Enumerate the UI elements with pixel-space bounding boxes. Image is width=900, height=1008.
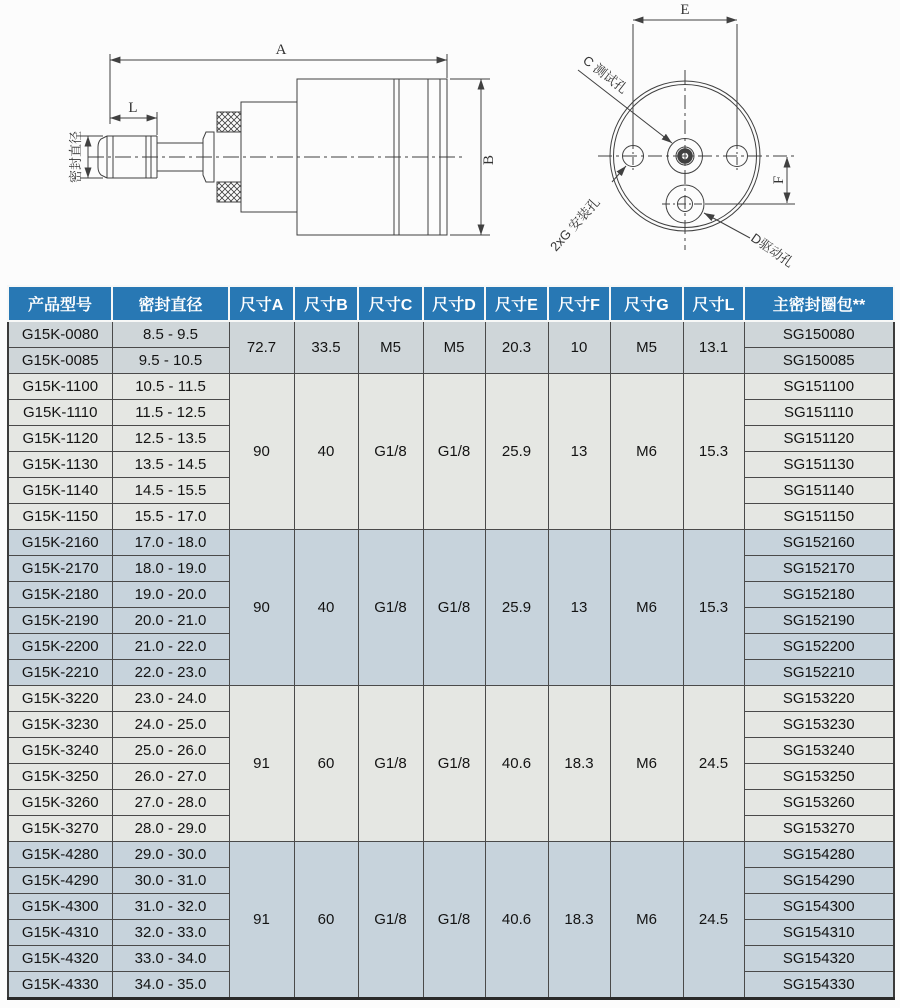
seal-pack-cell: SG154290 [744, 868, 894, 894]
dim-e-label: E [680, 2, 690, 18]
seal-pack-cell: SG153250 [744, 764, 894, 790]
dim-E-cell: 25.9 [485, 374, 548, 530]
table-row [8, 842, 894, 868]
dim-A-cell: 90 [229, 374, 294, 530]
dim-B-cell: 33.5 [294, 321, 358, 374]
seal-diameter-cell: 27.0 - 28.0 [112, 790, 229, 816]
table-row [8, 530, 894, 556]
model-cell: G15K-4280 [8, 842, 112, 868]
model-cell: G15K-2210 [8, 660, 112, 686]
knurl-top [217, 112, 241, 132]
seal-pack-cell: SG153240 [744, 738, 894, 764]
seal-diameter-cell: 17.0 - 18.0 [112, 530, 229, 556]
seal-diameter-cell: 20.0 - 21.0 [112, 608, 229, 634]
dim-a-label: A [275, 42, 287, 58]
model-cell: G15K-2200 [8, 634, 112, 660]
dim-F-cell: 18.3 [548, 842, 610, 999]
seal-diameter-cell: 9.5 - 10.5 [112, 348, 229, 374]
seal-pack-cell: SG151100 [744, 374, 894, 400]
dim-A-cell: 90 [229, 530, 294, 686]
model-cell: G15K-4320 [8, 946, 112, 972]
side-view-drawing [80, 54, 490, 235]
col-header-8: 尺寸G [610, 286, 683, 321]
seal-diameter-cell: 31.0 - 32.0 [112, 894, 229, 920]
table-row [8, 374, 894, 400]
seal-diameter-cell: 15.5 - 17.0 [112, 504, 229, 530]
model-cell: G15K-3230 [8, 712, 112, 738]
model-cell: G15K-1120 [8, 426, 112, 452]
dim-L-cell: 13.1 [683, 321, 744, 374]
test-hole-label: C 测试孔 [580, 52, 631, 97]
dim-f-label: F [771, 175, 787, 185]
col-header-7: 尺寸F [548, 286, 610, 321]
seal-diameter-cell: 32.0 - 33.0 [112, 920, 229, 946]
spec-table-header [8, 286, 894, 321]
seal-pack-cell: SG154310 [744, 920, 894, 946]
model-cell: G15K-4310 [8, 920, 112, 946]
seal-diameter-cell: 29.0 - 30.0 [112, 842, 229, 868]
dim-A-cell: 91 [229, 686, 294, 842]
col-header-1: 密封直径 [112, 286, 229, 321]
model-cell: G15K-1140 [8, 478, 112, 504]
dim-G-cell: M6 [610, 842, 683, 999]
seal-diameter-cell: 12.5 - 13.5 [112, 426, 229, 452]
dim-E-cell: 40.6 [485, 686, 548, 842]
model-cell: G15K-0085 [8, 348, 112, 374]
seal-pack-cell: SG154300 [744, 894, 894, 920]
model-cell: G15K-2180 [8, 582, 112, 608]
spec-table [7, 285, 895, 1000]
dim-D-cell: G1/8 [423, 842, 485, 999]
seal-pack-cell: SG152200 [744, 634, 894, 660]
dim-C-cell: G1/8 [358, 842, 423, 999]
dim-C-cell: G1/8 [358, 686, 423, 842]
seal-diameter-cell: 24.0 - 25.0 [112, 712, 229, 738]
seal-diameter-cell: 11.5 - 12.5 [112, 400, 229, 426]
model-cell: G15K-3220 [8, 686, 112, 712]
dim-D-cell: G1/8 [423, 374, 485, 530]
seal-diameter-cell: 8.5 - 9.5 [112, 321, 229, 348]
model-cell: G15K-3240 [8, 738, 112, 764]
seal-diameter-cell: 22.0 - 23.0 [112, 660, 229, 686]
dim-D-cell: G1/8 [423, 686, 485, 842]
dim-C-cell: G1/8 [358, 530, 423, 686]
table-row [8, 686, 894, 712]
dim-F-cell: 18.3 [548, 686, 610, 842]
dim-l-label: L [128, 100, 138, 116]
seal-pack-cell: SG154330 [744, 972, 894, 999]
dim-F-cell: 13 [548, 374, 610, 530]
dim-G-cell: M6 [610, 530, 683, 686]
seal-pack-cell: SG153220 [744, 686, 894, 712]
dim-D-cell: G1/8 [423, 530, 485, 686]
front-view-drawing [578, 20, 795, 250]
seal-diameter-label: 密封直径 [68, 130, 83, 184]
model-cell: G15K-2190 [8, 608, 112, 634]
dim-B-cell: 60 [294, 686, 358, 842]
spec-table-container [7, 285, 895, 1000]
drive-hole-leader [704, 213, 750, 238]
dim-E-cell: 25.9 [485, 530, 548, 686]
col-header-0: 产品型号 [8, 286, 112, 321]
dim-C-cell: M5 [358, 321, 423, 374]
model-cell: G15K-4290 [8, 868, 112, 894]
drive-hole-label: D驱动孔 [748, 230, 797, 271]
seal-pack-cell: SG151110 [744, 400, 894, 426]
dim-G-cell: M6 [610, 374, 683, 530]
seal-diameter-cell: 26.0 - 27.0 [112, 764, 229, 790]
model-cell: G15K-2160 [8, 530, 112, 556]
technical-drawings [0, 0, 900, 280]
model-cell: G15K-4300 [8, 894, 112, 920]
seal-diameter-cell: 10.5 - 11.5 [112, 374, 229, 400]
seal-diameter-cell: 13.5 - 14.5 [112, 452, 229, 478]
model-cell: G15K-4330 [8, 972, 112, 999]
model-cell: G15K-3260 [8, 790, 112, 816]
col-header-3: 尺寸B [294, 286, 358, 321]
seal-pack-cell: SG151140 [744, 478, 894, 504]
knurl-bottom [217, 182, 241, 202]
seal-diameter-cell: 14.5 - 15.5 [112, 478, 229, 504]
seal-pack-cell: SG152210 [744, 660, 894, 686]
seal-diameter-cell: 33.0 - 34.0 [112, 946, 229, 972]
dim-L-cell: 15.3 [683, 530, 744, 686]
seal-diameter-cell: 34.0 - 35.0 [112, 972, 229, 999]
seal-pack-cell: SG153260 [744, 790, 894, 816]
model-cell: G15K-1100 [8, 374, 112, 400]
dim-F-cell: 13 [548, 530, 610, 686]
dim-F-cell: 10 [548, 321, 610, 374]
dim-B-cell: 40 [294, 530, 358, 686]
dim-B-cell: 40 [294, 374, 358, 530]
seal-pack-cell: SG150080 [744, 321, 894, 348]
model-cell: G15K-0080 [8, 321, 112, 348]
dim-L-cell: 24.5 [683, 686, 744, 842]
model-cell: G15K-2170 [8, 556, 112, 582]
seal-pack-cell: SG151120 [744, 426, 894, 452]
dim-L-cell: 15.3 [683, 374, 744, 530]
col-header-9: 尺寸L [683, 286, 744, 321]
seal-diameter-cell: 18.0 - 19.0 [112, 556, 229, 582]
dim-G-cell: M5 [610, 321, 683, 374]
model-cell: G15K-3270 [8, 816, 112, 842]
seal-diameter-cell: 19.0 - 20.0 [112, 582, 229, 608]
seal-pack-cell: SG152180 [744, 582, 894, 608]
col-header-4: 尺寸C [358, 286, 423, 321]
model-cell: G15K-1150 [8, 504, 112, 530]
seal-pack-cell: SG152170 [744, 556, 894, 582]
table-row [8, 321, 894, 348]
seal-pack-cell: SG150085 [744, 348, 894, 374]
seal-diameter-cell: 28.0 - 29.0 [112, 816, 229, 842]
seal-pack-cell: SG151130 [744, 452, 894, 478]
dim-A-cell: 91 [229, 842, 294, 999]
dim-L-cell: 24.5 [683, 842, 744, 999]
col-header-10: 主密封圈包** [744, 286, 894, 321]
dim-E-cell: 20.3 [485, 321, 548, 374]
col-header-6: 尺寸E [485, 286, 548, 321]
model-cell: G15K-3250 [8, 764, 112, 790]
model-cell: G15K-1110 [8, 400, 112, 426]
dim-G-cell: M6 [610, 686, 683, 842]
mount-hole-label: 2xG 安装孔 [547, 194, 603, 255]
dim-D-cell: M5 [423, 321, 485, 374]
seal-diameter-cell: 30.0 - 31.0 [112, 868, 229, 894]
seal-pack-cell: SG154320 [744, 946, 894, 972]
col-header-5: 尺寸D [423, 286, 485, 321]
dim-A-cell: 72.7 [229, 321, 294, 374]
seal-diameter-cell: 21.0 - 22.0 [112, 634, 229, 660]
seal-diameter-cell: 23.0 - 24.0 [112, 686, 229, 712]
seal-pack-cell: SG153270 [744, 816, 894, 842]
dim-b-label: B [481, 154, 497, 166]
seal-pack-cell: SG154280 [744, 842, 894, 868]
seal-pack-cell: SG153230 [744, 712, 894, 738]
model-cell: G15K-1130 [8, 452, 112, 478]
dim-E-cell: 40.6 [485, 842, 548, 999]
seal-diameter-cell: 25.0 - 26.0 [112, 738, 229, 764]
dim-B-cell: 60 [294, 842, 358, 999]
col-header-2: 尺寸A [229, 286, 294, 321]
dim-C-cell: G1/8 [358, 374, 423, 530]
seal-pack-cell: SG151150 [744, 504, 894, 530]
seal-pack-cell: SG152160 [744, 530, 894, 556]
seal-pack-cell: SG152190 [744, 608, 894, 634]
